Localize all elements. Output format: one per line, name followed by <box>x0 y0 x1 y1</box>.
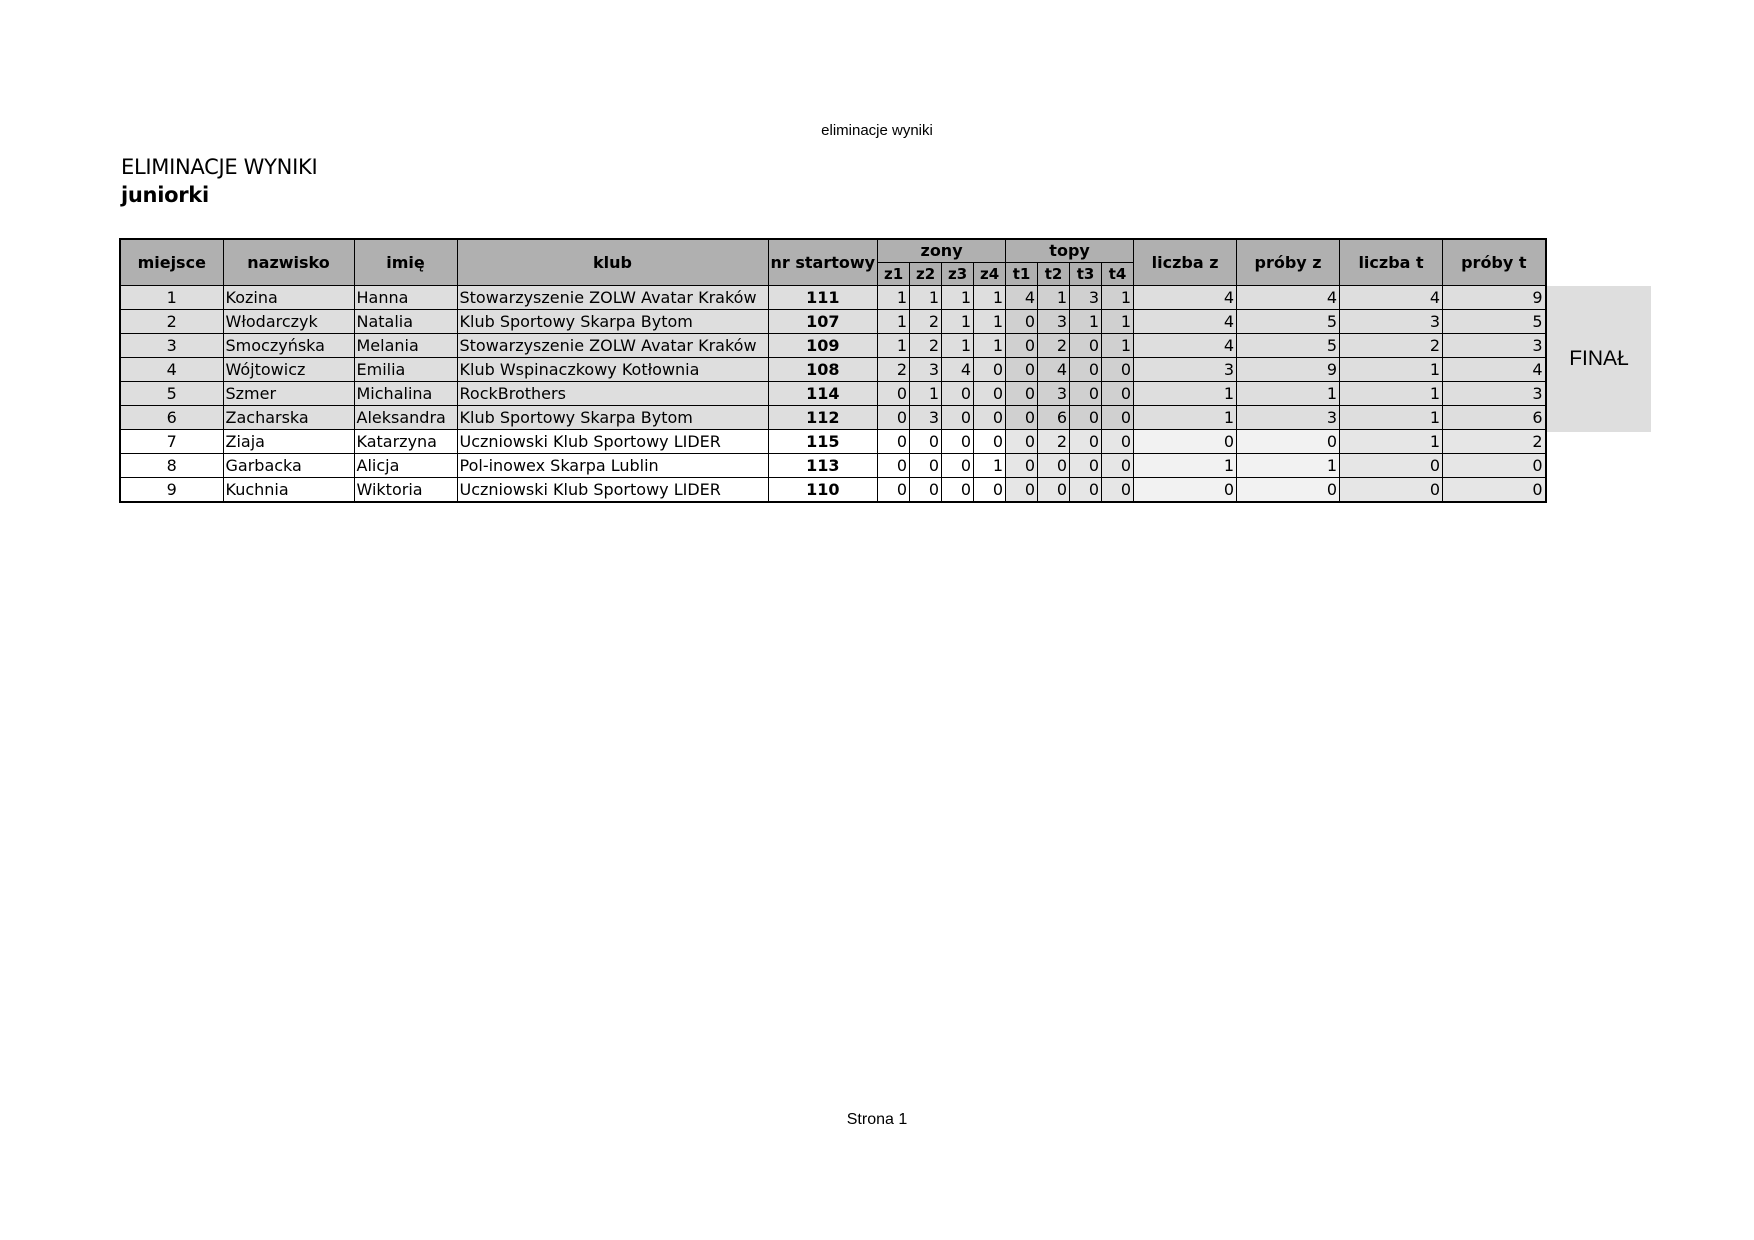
cell-z1: 0 <box>878 454 910 478</box>
header-t1: t1 <box>1006 263 1038 286</box>
header-proby-z: próby z <box>1237 239 1340 286</box>
cell-liczba-z: 0 <box>1134 478 1237 503</box>
results-table <box>119 238 1547 503</box>
header-t3: t3 <box>1070 263 1102 286</box>
cell-t3: 0 <box>1070 454 1102 478</box>
cell-t3: 0 <box>1070 382 1102 406</box>
cell-t1: 4 <box>1006 286 1038 310</box>
cell-proby-z: 1 <box>1237 454 1340 478</box>
cell-t4: 1 <box>1102 286 1134 310</box>
cell-t4: 0 <box>1102 406 1134 430</box>
header-imie: imię <box>354 239 457 286</box>
cell-z1: 0 <box>878 406 910 430</box>
cell-t1: 0 <box>1006 454 1038 478</box>
cell-imie: Michalina <box>354 382 457 406</box>
cell-miejsce: 5 <box>120 382 223 406</box>
cell-liczba-t: 4 <box>1340 286 1443 310</box>
cell-liczba-t: 0 <box>1340 478 1443 503</box>
cell-liczba-t: 1 <box>1340 430 1443 454</box>
cell-z2: 0 <box>910 430 942 454</box>
cell-proby-z: 0 <box>1237 430 1340 454</box>
cell-liczba-t: 1 <box>1340 382 1443 406</box>
cell-t1: 0 <box>1006 310 1038 334</box>
cell-t3: 0 <box>1070 406 1102 430</box>
cell-proby-t: 3 <box>1443 334 1546 358</box>
cell-z3: 0 <box>942 430 974 454</box>
cell-klub: Uczniowski Klub Sportowy LIDER <box>457 478 768 503</box>
cell-proby-z: 0 <box>1237 478 1340 503</box>
cell-t3: 0 <box>1070 334 1102 358</box>
cell-t2: 6 <box>1038 406 1070 430</box>
cell-liczba-t: 3 <box>1340 310 1443 334</box>
cell-liczba-z: 4 <box>1134 334 1237 358</box>
table-header <box>120 239 1546 286</box>
cell-nr-startowy: 112 <box>768 406 878 430</box>
cell-z3: 1 <box>942 286 974 310</box>
cell-t2: 0 <box>1038 478 1070 503</box>
header-nazwisko: nazwisko <box>223 239 354 286</box>
cell-nr-startowy: 114 <box>768 382 878 406</box>
cell-z3: 0 <box>942 382 974 406</box>
cell-proby-t: 4 <box>1443 358 1546 382</box>
cell-z2: 1 <box>910 286 942 310</box>
header-t2: t2 <box>1038 263 1070 286</box>
cell-liczba-z: 0 <box>1134 430 1237 454</box>
table-row <box>120 382 1546 406</box>
cell-proby-t: 6 <box>1443 406 1546 430</box>
header-z1: z1 <box>878 263 910 286</box>
cell-z1: 1 <box>878 286 910 310</box>
header-topy: topy <box>1006 239 1134 263</box>
cell-proby-t: 3 <box>1443 382 1546 406</box>
cell-t4: 0 <box>1102 430 1134 454</box>
cell-imie: Melania <box>354 334 457 358</box>
cell-imie: Natalia <box>354 310 457 334</box>
cell-miejsce: 1 <box>120 286 223 310</box>
cell-z4: 0 <box>974 382 1006 406</box>
cell-z2: 2 <box>910 334 942 358</box>
cell-nazwisko: Garbacka <box>223 454 354 478</box>
cell-miejsce: 7 <box>120 430 223 454</box>
cell-proby-z: 1 <box>1237 382 1340 406</box>
cell-nr-startowy: 115 <box>768 430 878 454</box>
cell-klub: Stowarzyszenie ZOLW Avatar Kraków <box>457 334 768 358</box>
cell-proby-z: 9 <box>1237 358 1340 382</box>
cell-proby-z: 4 <box>1237 286 1340 310</box>
cell-z3: 1 <box>942 310 974 334</box>
table-row <box>120 358 1546 382</box>
cell-nr-startowy: 108 <box>768 358 878 382</box>
cell-t2: 3 <box>1038 382 1070 406</box>
cell-liczba-t: 2 <box>1340 334 1443 358</box>
table-row <box>120 478 1546 503</box>
cell-t1: 0 <box>1006 478 1038 503</box>
header-liczba-t: liczba t <box>1340 239 1443 286</box>
table-row <box>120 310 1546 334</box>
cell-z4: 0 <box>974 358 1006 382</box>
cell-proby-t: 0 <box>1443 478 1546 503</box>
table-body <box>120 286 1546 503</box>
cell-imie: Hanna <box>354 286 457 310</box>
cell-z4: 0 <box>974 406 1006 430</box>
header-miejsce: miejsce <box>120 239 223 286</box>
cell-z1: 2 <box>878 358 910 382</box>
header-klub: klub <box>457 239 768 286</box>
cell-proby-t: 5 <box>1443 310 1546 334</box>
cell-t1: 0 <box>1006 358 1038 382</box>
cell-t2: 3 <box>1038 310 1070 334</box>
cell-liczba-z: 1 <box>1134 406 1237 430</box>
cell-klub: RockBrothers <box>457 382 768 406</box>
cell-imie: Alicja <box>354 454 457 478</box>
cell-t2: 2 <box>1038 430 1070 454</box>
cell-t4: 0 <box>1102 478 1134 503</box>
cell-z4: 1 <box>974 454 1006 478</box>
cell-nazwisko: Szmer <box>223 382 354 406</box>
cell-t3: 3 <box>1070 286 1102 310</box>
cell-t3: 0 <box>1070 430 1102 454</box>
cell-z2: 3 <box>910 406 942 430</box>
cell-z3: 1 <box>942 334 974 358</box>
cell-t2: 2 <box>1038 334 1070 358</box>
header-liczba-z: liczba z <box>1134 239 1237 286</box>
cell-z1: 0 <box>878 430 910 454</box>
cell-t2: 1 <box>1038 286 1070 310</box>
cell-z2: 3 <box>910 358 942 382</box>
table-row <box>120 430 1546 454</box>
header-zony: zony <box>878 239 1006 263</box>
table-row <box>120 334 1546 358</box>
cell-liczba-z: 3 <box>1134 358 1237 382</box>
cell-proby-z: 3 <box>1237 406 1340 430</box>
cell-z3: 0 <box>942 406 974 430</box>
cell-proby-z: 5 <box>1237 334 1340 358</box>
cell-z4: 1 <box>974 334 1006 358</box>
cell-nazwisko: Ziaja <box>223 430 354 454</box>
cell-klub: Uczniowski Klub Sportowy LIDER <box>457 430 768 454</box>
cell-klub: Klub Sportowy Skarpa Bytom <box>457 406 768 430</box>
cell-klub: Klub Sportowy Skarpa Bytom <box>457 310 768 334</box>
cell-t3: 0 <box>1070 358 1102 382</box>
cell-t1: 0 <box>1006 430 1038 454</box>
document-subtitle: juniorki <box>121 183 209 207</box>
cell-t4: 0 <box>1102 454 1134 478</box>
cell-nazwisko: Smoczyńska <box>223 334 354 358</box>
cell-imie: Wiktoria <box>354 478 457 503</box>
page-footer: Strona 1 <box>846 1111 908 1128</box>
cell-t1: 0 <box>1006 334 1038 358</box>
cell-klub: Stowarzyszenie ZOLW Avatar Kraków <box>457 286 768 310</box>
cell-proby-z: 5 <box>1237 310 1340 334</box>
cell-z1: 0 <box>878 478 910 503</box>
cell-nazwisko: Wójtowicz <box>223 358 354 382</box>
cell-miejsce: 9 <box>120 478 223 503</box>
table-row <box>120 286 1546 310</box>
cell-imie: Aleksandra <box>354 406 457 430</box>
cell-miejsce: 2 <box>120 310 223 334</box>
cell-liczba-z: 1 <box>1134 454 1237 478</box>
cell-nazwisko: Kozina <box>223 286 354 310</box>
cell-z3: 4 <box>942 358 974 382</box>
cell-miejsce: 3 <box>120 334 223 358</box>
cell-t2: 4 <box>1038 358 1070 382</box>
cell-nr-startowy: 109 <box>768 334 878 358</box>
cell-liczba-z: 4 <box>1134 286 1237 310</box>
cell-z4: 0 <box>974 430 1006 454</box>
cell-proby-t: 2 <box>1443 430 1546 454</box>
cell-t1: 0 <box>1006 382 1038 406</box>
cell-nazwisko: Włodarczyk <box>223 310 354 334</box>
cell-z4: 0 <box>974 478 1006 503</box>
cell-liczba-t: 1 <box>1340 406 1443 430</box>
cell-nr-startowy: 113 <box>768 454 878 478</box>
cell-proby-t: 9 <box>1443 286 1546 310</box>
header-nr-startowy: nr startowy <box>768 239 878 286</box>
cell-imie: Katarzyna <box>354 430 457 454</box>
cell-t2: 0 <box>1038 454 1070 478</box>
cell-proby-t: 0 <box>1443 454 1546 478</box>
cell-z2: 0 <box>910 454 942 478</box>
cell-z2: 2 <box>910 310 942 334</box>
cell-nazwisko: Zacharska <box>223 406 354 430</box>
cell-liczba-z: 1 <box>1134 382 1237 406</box>
header-z3: z3 <box>942 263 974 286</box>
cell-z4: 1 <box>974 310 1006 334</box>
cell-z2: 1 <box>910 382 942 406</box>
cell-imie: Emilia <box>354 358 457 382</box>
cell-t4: 1 <box>1102 310 1134 334</box>
cell-t4: 0 <box>1102 382 1134 406</box>
cell-nr-startowy: 107 <box>768 310 878 334</box>
cell-liczba-t: 1 <box>1340 358 1443 382</box>
final-qualification-label: FINAŁ <box>1547 286 1651 432</box>
header-proby-t: próby t <box>1443 239 1546 286</box>
cell-z1: 1 <box>878 334 910 358</box>
cell-z4: 1 <box>974 286 1006 310</box>
header-z2: z2 <box>910 263 942 286</box>
header-z4: z4 <box>974 263 1006 286</box>
cell-z1: 1 <box>878 310 910 334</box>
cell-t3: 0 <box>1070 478 1102 503</box>
cell-z1: 0 <box>878 382 910 406</box>
cell-nr-startowy: 110 <box>768 478 878 503</box>
document-title: ELIMINACJE WYNIKI <box>121 155 318 179</box>
cell-z3: 0 <box>942 478 974 503</box>
cell-liczba-t: 0 <box>1340 454 1443 478</box>
cell-miejsce: 8 <box>120 454 223 478</box>
table-row <box>120 454 1546 478</box>
cell-miejsce: 6 <box>120 406 223 430</box>
cell-t1: 0 <box>1006 406 1038 430</box>
page-header: eliminacje wyniki <box>821 122 933 139</box>
cell-nazwisko: Kuchnia <box>223 478 354 503</box>
header-t4: t4 <box>1102 263 1134 286</box>
cell-nr-startowy: 111 <box>768 286 878 310</box>
cell-z3: 0 <box>942 454 974 478</box>
cell-t4: 0 <box>1102 358 1134 382</box>
cell-liczba-z: 4 <box>1134 310 1237 334</box>
cell-klub: Pol-inowex Skarpa Lublin <box>457 454 768 478</box>
cell-t4: 1 <box>1102 334 1134 358</box>
cell-klub: Klub Wspinaczkowy Kotłownia <box>457 358 768 382</box>
cell-miejsce: 4 <box>120 358 223 382</box>
cell-t3: 1 <box>1070 310 1102 334</box>
cell-z2: 0 <box>910 478 942 503</box>
table-row <box>120 406 1546 430</box>
